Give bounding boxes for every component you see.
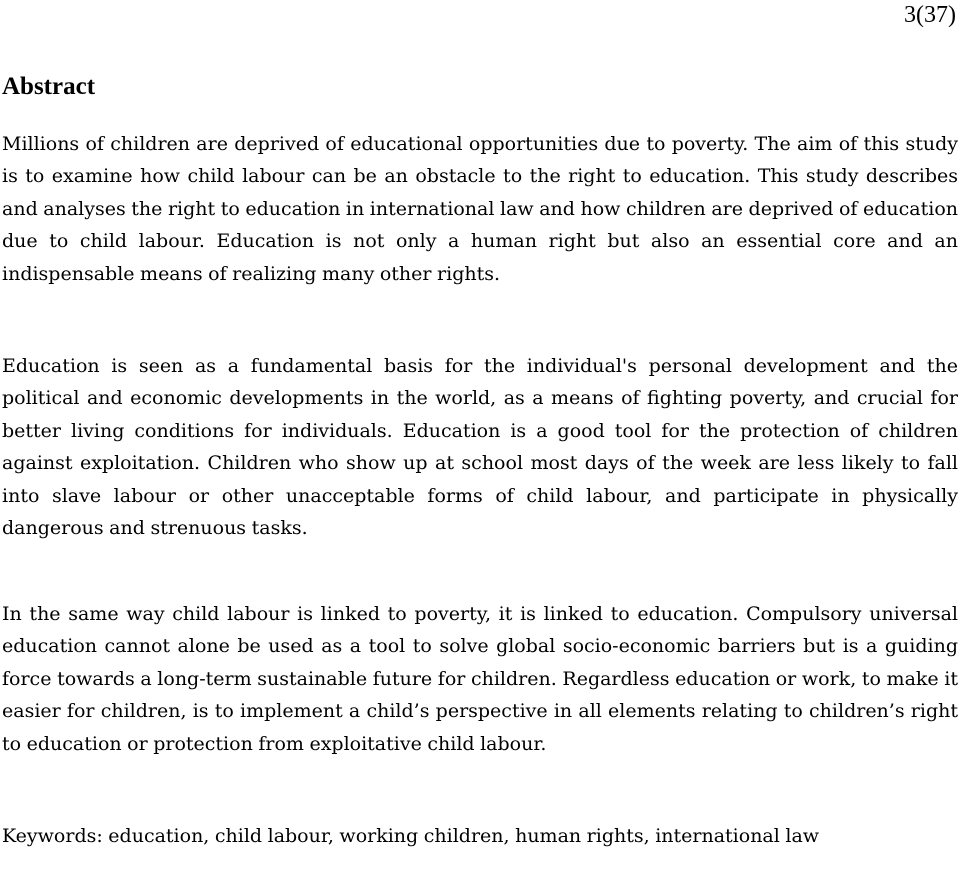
abstract-paragraph-3: In the same way child labour is linked to poverty, it is linked to education. Compulsory universal education cannot alone be used as a tool to solve global socio-economic barriers but is a guiding force towards a long-term sustainable future for children. Regardless education or work, to make it easier for children, is to implement a child’s perspective in all elements relating to children’s right to education or protection from exploitative child labour. <box>2 603 958 755</box>
abstract-heading: Abstract <box>2 73 96 100</box>
abstract-paragraph-1: Millions of children are deprived of educational opportunities due to poverty. The aim of this study is to examine how child labour can be an obstacle to the right to education. This study describes and analyses the right to education in international law and how children are deprived of education due to child labour. Education is not only a human right but also an essential core and an indispensable means of realizing many other rights. <box>2 133 958 285</box>
page-number: 3(37) <box>904 2 956 28</box>
keywords-line: Keywords: education, child labour, working children, human rights, international law <box>2 825 820 847</box>
abstract-paragraph-2: Education is seen as a fundamental basis for the individual's personal development and the political and economic developments in the world, as a means of fighting poverty, and crucial for better living conditions for individuals. Education is a good tool for the protection of children against exploitation. Children who show up at school most days of the week are less likely to fall into slave labour or other unacceptable forms of child labour, and participate in physically dangerous and strenuous tasks. <box>2 355 958 540</box>
